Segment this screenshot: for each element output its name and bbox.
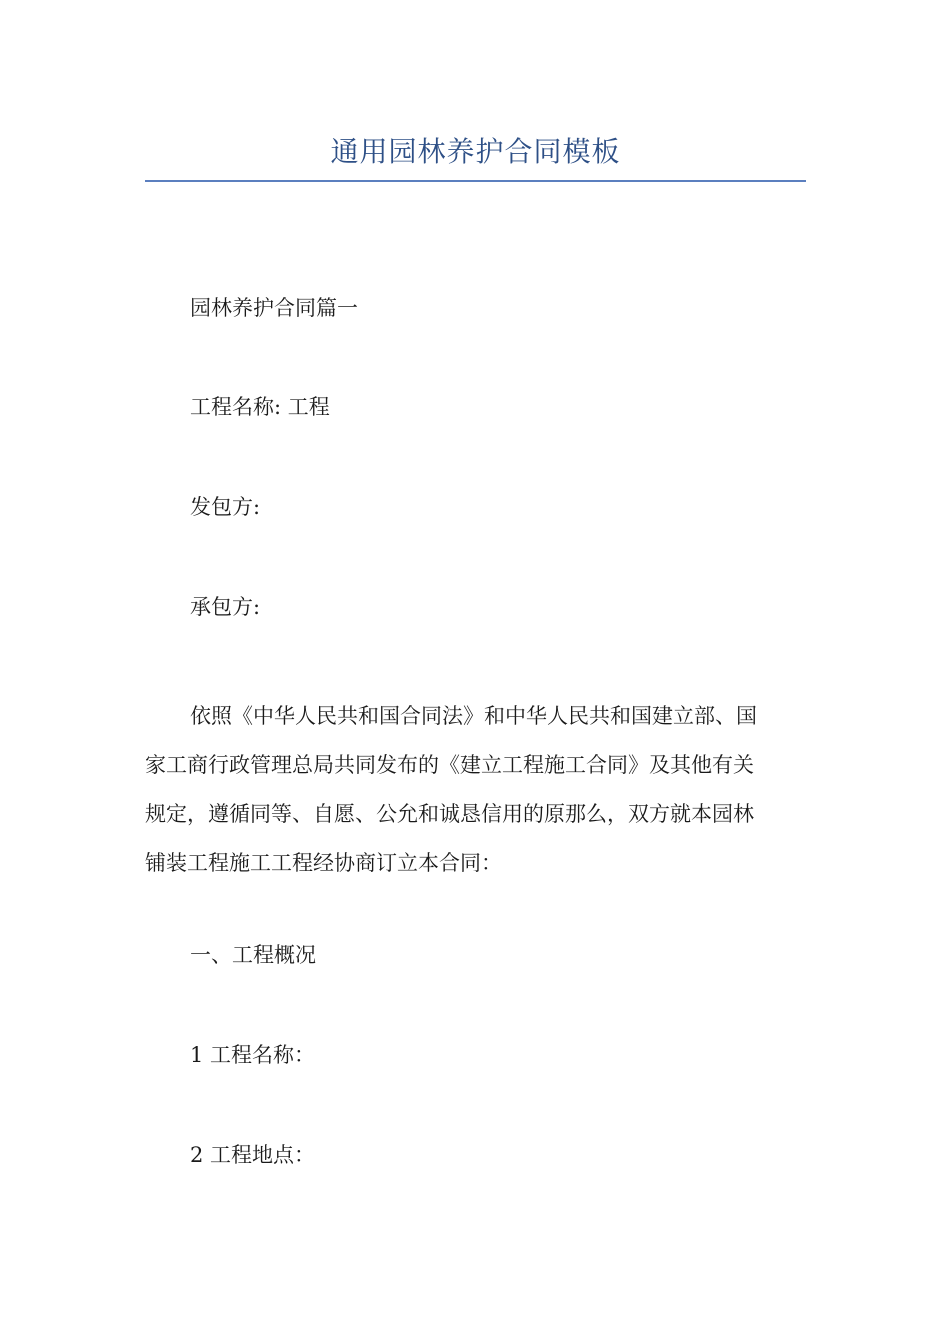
item-project-location: 2 工程地点： xyxy=(190,1143,316,1167)
preamble-line: 规定，遵循同等、自愿、公允和诚恳信用的原那么，双方就本园林 xyxy=(145,802,754,826)
section-one-heading: 一、工程概况 xyxy=(190,943,316,967)
preamble-line: 依照《中华人民共和国合同法》和中华人民共和国建立部、国 xyxy=(190,704,757,728)
project-name-line: 工程名称: 工程 xyxy=(190,395,330,419)
employer-line: 发包方: xyxy=(190,495,261,519)
preamble-paragraph xyxy=(145,692,807,888)
contractor-line: 承包方: xyxy=(190,595,261,619)
document-title: 通用园林养护合同模板 xyxy=(330,135,621,168)
preamble-line: 铺装工程施工工程经协商订立本合同： xyxy=(145,851,502,875)
contract-heading: 园林养护合同篇一 xyxy=(190,296,358,320)
title-underline xyxy=(145,180,806,182)
item-project-name: 1 工程名称： xyxy=(190,1043,316,1067)
preamble-line: 家工商行政管理总局共同发布的《建立工程施工合同》及其他有关 xyxy=(145,753,754,777)
